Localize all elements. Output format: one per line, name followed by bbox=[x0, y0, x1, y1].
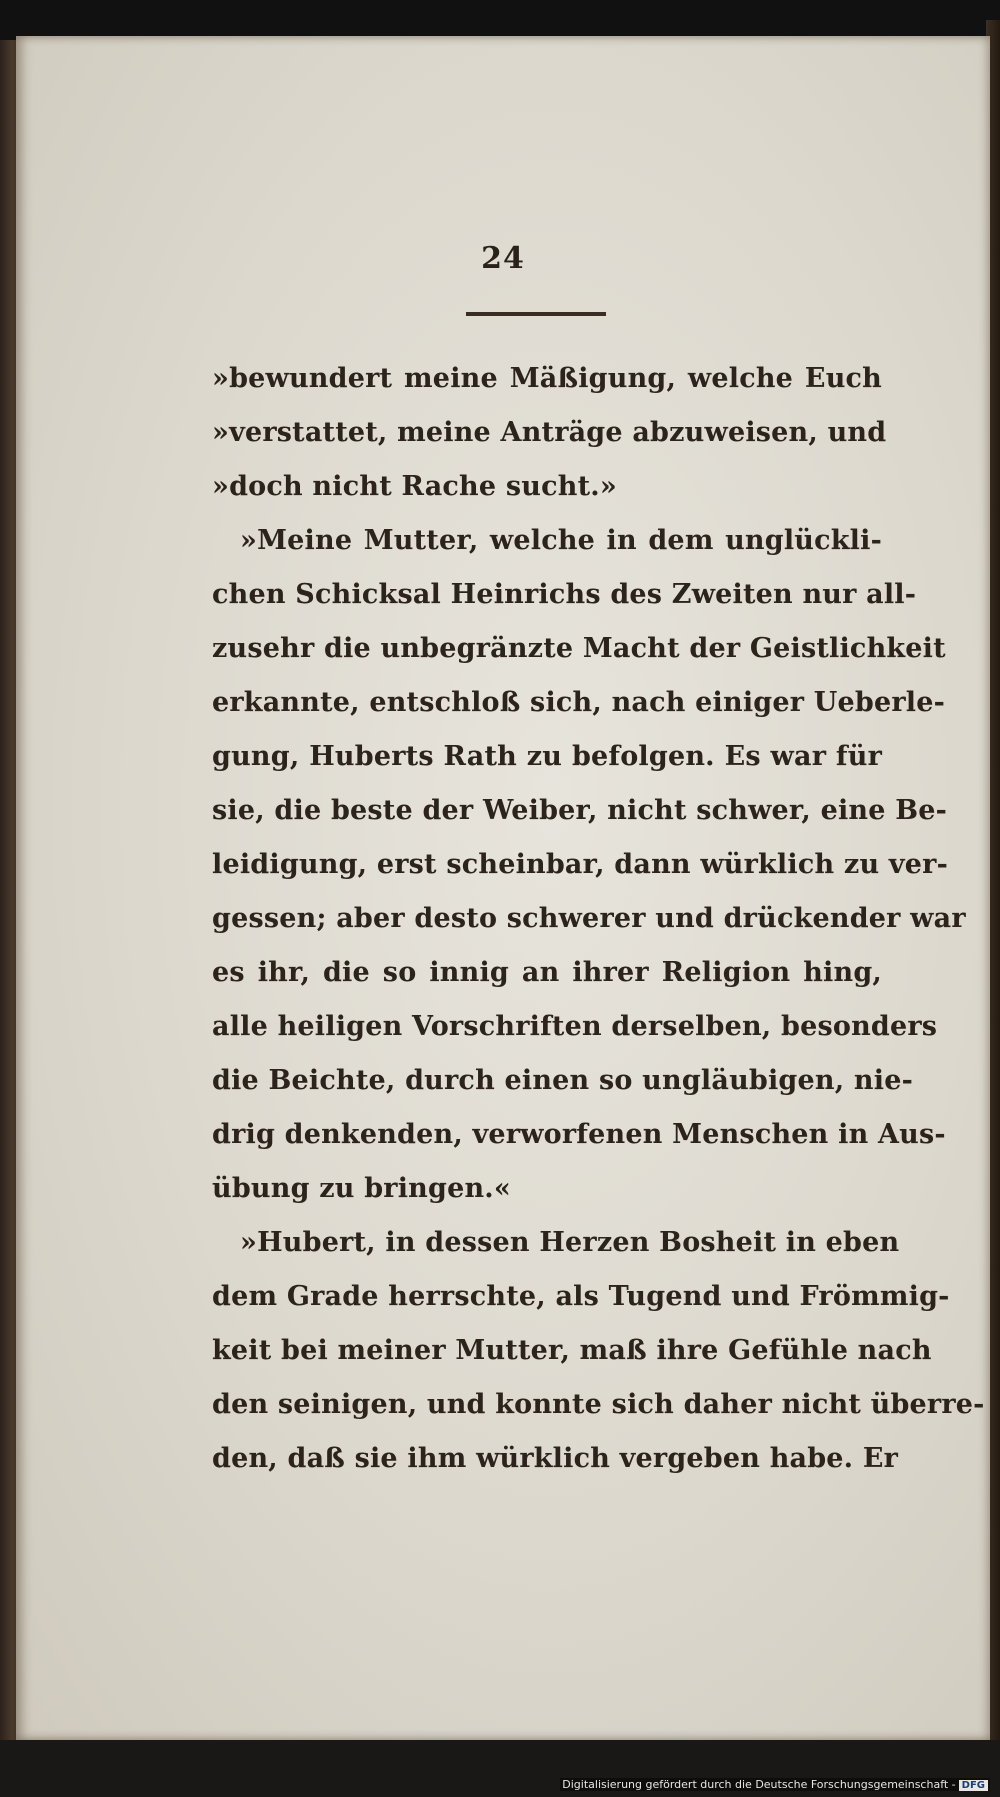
digitization-credit bbox=[560, 1778, 990, 1791]
text-line: leidigung, erst scheinbar, dann würklich zu ver- bbox=[212, 849, 948, 880]
text-line: drig denkenden, verworfenen Menschen in Aus- bbox=[212, 1119, 946, 1150]
body-text bbox=[212, 352, 985, 1486]
text-line: es ihr, die so innig an ihrer Religion hing, bbox=[212, 957, 882, 988]
text-line: den seinigen, und konnte sich daher nicht überre- bbox=[212, 1389, 985, 1420]
text-line: dem Grade herrschte, als Tugend und Frömmig- bbox=[212, 1281, 950, 1312]
text-line: »Meine Mutter, welche in dem unglückli- bbox=[240, 525, 882, 556]
text-line: gung, Huberts Rath zu befolgen. Es war für bbox=[212, 741, 882, 772]
text-line: übung zu bringen.« bbox=[212, 1173, 511, 1204]
text-line: zusehr die unbegränzte Macht der Geistlichkeit bbox=[212, 633, 946, 664]
text-line: »verstattet, meine Anträge abzuweisen, und bbox=[212, 417, 887, 448]
credit-text: Digitalisierung gefördert durch die Deutsche Forschungsgemeinschaft - bbox=[562, 1778, 956, 1791]
text-line: gessen; aber desto schwerer und drückender war bbox=[212, 903, 966, 934]
text-line: »bewundert meine Mäßigung, welche Euch bbox=[212, 363, 882, 394]
text-line: »doch nicht Rache sucht.» bbox=[212, 471, 617, 502]
text-line: die Beichte, durch einen so ungläubigen, nie- bbox=[212, 1065, 913, 1096]
text-line: sie, die beste der Weiber, nicht schwer, eine Be- bbox=[212, 795, 948, 826]
text-line: »Hubert, in dessen Herzen Bosheit in eben bbox=[240, 1227, 900, 1258]
dfg-logo: DFG bbox=[959, 1780, 988, 1791]
text-line: keit bei meiner Mutter, maß ihre Gefühle nach bbox=[212, 1335, 932, 1366]
text-line: alle heiligen Vorschriften derselben, besonders bbox=[212, 1011, 938, 1042]
text-line: den, daß sie ihm würklich vergeben habe. Er bbox=[212, 1443, 899, 1474]
page-number: 24 bbox=[481, 241, 525, 276]
paper-page bbox=[16, 36, 990, 1740]
text-line: erkannte, entschloß sich, nach einiger Ueberle- bbox=[212, 687, 946, 718]
page-number-rule bbox=[466, 312, 606, 316]
text-line: chen Schicksal Heinrichs des Zweiten nur all- bbox=[212, 579, 917, 610]
